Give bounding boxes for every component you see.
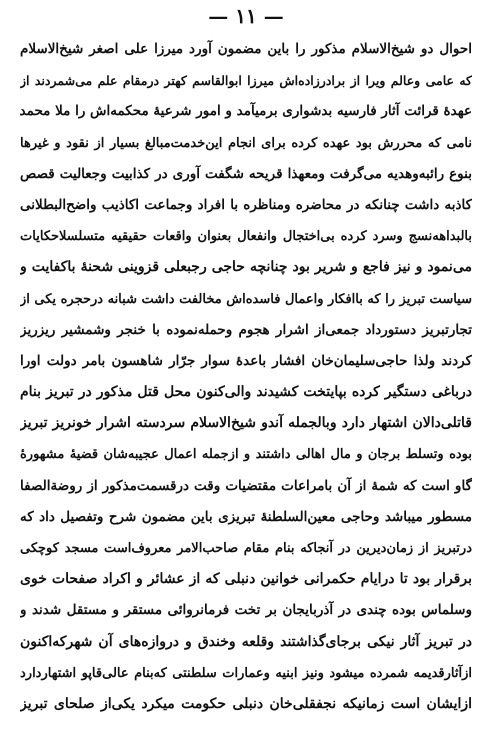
text-line: کاذبه داشت چنانکه در محاضره ومناظره با افراد وجماعت اکاذیب واضح‌البطلانی — [20, 196, 472, 213]
text-line: نامی که محررش بود عهده کرده برای انجام این‌خدمت‌مبالغ بسیار از نقود و غیرها — [20, 135, 472, 151]
text-line: ازآثارقدیمه شمرده میشود ونیز ابنیه وعمارات سلطنتی که‌بنام عالی‌قاپو اشتهاردارد — [20, 665, 472, 681]
text-line: کردند ولذا حاجی‌سلیمان‌خان افشار باعدهٔ سوار جرّار شاهسون بامر دولت اورا — [20, 352, 472, 369]
text-line: می‌نمود و نیز فاجع و شریر بود چنانچه حاجی رجبعلی قزوینی شحنهٔ باکفایت و — [20, 259, 472, 276]
text-line: گاو است که شمهٔ از آن بامراعات مقتضیات وقت درقسمت‌مذکور از روضةالصفا — [20, 477, 472, 494]
body-text — [20, 34, 472, 720]
text-line: که عامی وعالم ویرا از برادرزاده‌اش میرزا ابوالقاسم کهتر درمقام علم می‌شمردند از — [20, 73, 472, 89]
text-line: عهدهٔ قرائت آثار فارسیه بدشواری برمیآمد و امور شرعیهٔ محکمه‌اش را ملا محمد — [20, 103, 472, 120]
text-line: سیاست تبریز را که باافکار واعمال فاسده‌اش مخالفت داشت شبانه درحجره یکی از — [20, 291, 472, 307]
text-line: بنوع رائبه‌وهدیه می‌گرفت ومعهذا قریحه شگفت آوری در کذابیت وجعالیت قصص — [20, 165, 472, 182]
text-line: تجارتبریز دستورداد جمعی‌از اشرار هجوم وحمله‌نموده با خنجر وشمشیر ریزریز — [20, 321, 472, 338]
text-line: بالبداهه‌نسج وسرد کرده بی‌اختجال وانفعال بعنوان واقعات حقیقیه متسلسلاحکایات — [20, 229, 472, 245]
text-line: احوال دو شیخ‌الاسلام مذکور را باین مضمون آورد میرزا علی اصغر شیخ‌الاسلام — [20, 41, 472, 57]
text-line: در تبریز آثار نیکی برجای‌گذاشتند وقلعه وخندق و دروازه‌های آن‌ ‌شهرکه‌اکنون — [20, 633, 472, 650]
text-line: درتبریز از زمان‌دیرین در آنجاکه بنام مقام صاحب‌الامر معروف‌است مسجد کوچکی — [20, 541, 472, 556]
text-line: بوده وتسلط برجان و مال اهالی داشتند و ازجمله اعمال عجیبه‌شان قضیهٔ مشهورهٔ — [20, 447, 472, 463]
text-line: وسلماس بوده چندی در آذربایجان بر تخت فرمانروائی مستقر و مستقل شدند و — [20, 602, 472, 619]
text-line: ازایشان است زمانیکه نجفقلی‌خان دنبلی حکومت میکرد یکی‌از صلحای تبریز — [20, 695, 472, 712]
text-line: درباغی دستگیر کرده بپایتخت کشیدند والی‌کنون محل قتل مذکور در تبریز بنام — [20, 384, 472, 401]
text-line: قاتلی‌دالان اشتهار دارد وبالجمله آندو شیخ‌الاسلام سردسته اشرار خونریز تبریز — [20, 415, 472, 432]
page-number: — ۱۱ — — [208, 4, 284, 28]
text-line: برقرار بود تا درایام حکمرانی خوانین دنبلی که از عشائر و اکراد صفحات خوی — [20, 571, 472, 588]
text-line: مسطور میباشد وحاجی معین‌السلطنهٔ تبریزی باین مضمون شرح وتفصیل داد که — [20, 508, 472, 525]
